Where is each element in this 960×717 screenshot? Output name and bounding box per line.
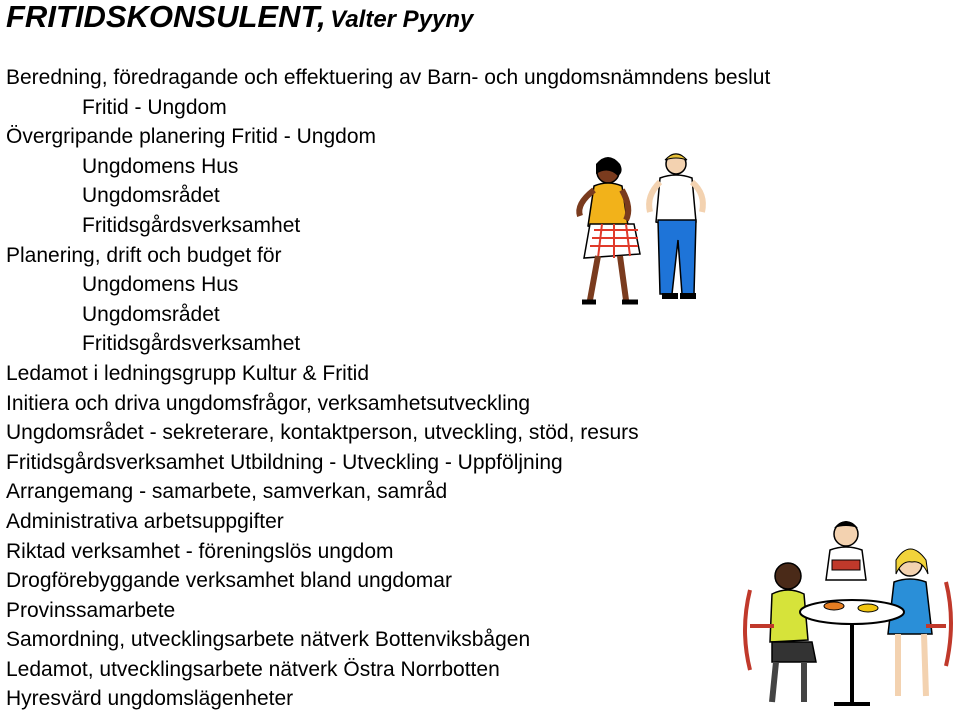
sub-item: Ungdomens Hus <box>82 154 239 178</box>
sub-item: Ungdomens Hus <box>82 273 239 297</box>
right-girl-figure <box>888 549 951 696</box>
kids-at-table-clipart <box>742 516 954 716</box>
two-teens-walking-clipart <box>568 150 718 320</box>
list-item: Samordning, utvecklingsarbete nätverk Bottenviksbågen <box>6 628 531 652</box>
title-text: FRITIDSKONSULENT, <box>6 0 326 34</box>
list-item: Provinssamarbete <box>6 598 176 622</box>
sub-item: Ungdomsrådet <box>82 302 220 326</box>
list-item: Ledamot, utvecklingsarbete nätverk Östra Norrbotten <box>6 657 500 681</box>
table-shape <box>800 600 904 704</box>
list-item: Administrativa arbetsuppgifter <box>6 509 284 533</box>
sub-item: Fritidsgårdsverksamhet <box>82 332 301 356</box>
sub-item: Fritid - Ungdom <box>82 95 227 119</box>
boy-figure <box>649 154 703 296</box>
list-item: Övergripande planering Fritid - Ungdom <box>6 125 377 149</box>
sub-item: Ungdomsrådet <box>82 184 220 208</box>
list-item: Planering, drift och budget för <box>6 243 282 267</box>
list-item: Hyresvärd ungdomslägenheter <box>6 687 294 711</box>
list-item: Initiera och driva ungdomsfrågor, verksamhetsutveckling <box>6 391 531 415</box>
list-item: Ungdomsrådet - sekreterare, kontaktperson, utveckling, stöd, resurs <box>6 421 639 445</box>
list-item: Drogförebyggande verksamhet bland ungdomar <box>6 569 452 593</box>
list-item: Fritidsgårdsverksamhet Utbildning - Utveckling - Uppföljning <box>6 450 563 474</box>
girl-figure <box>579 157 640 302</box>
middle-boy-figure <box>826 521 866 580</box>
list-item: Beredning, föredragande och effektuering av Barn- och ungdomsnämndens beslut <box>6 66 771 89</box>
page-title <box>6 0 473 40</box>
list-item: Riktad verksamhet - föreningslös ungdom <box>6 539 394 563</box>
list-item: Ledamot i ledningsgrupp Kultur & Fritid <box>6 361 370 385</box>
person-name: Valter Pyyny <box>330 6 474 33</box>
left-boy-figure <box>745 563 816 702</box>
sub-item: Fritidsgårdsverksamhet <box>82 213 301 237</box>
list-item: Arrangemang - samarbete, samverkan, samråd <box>6 480 448 504</box>
